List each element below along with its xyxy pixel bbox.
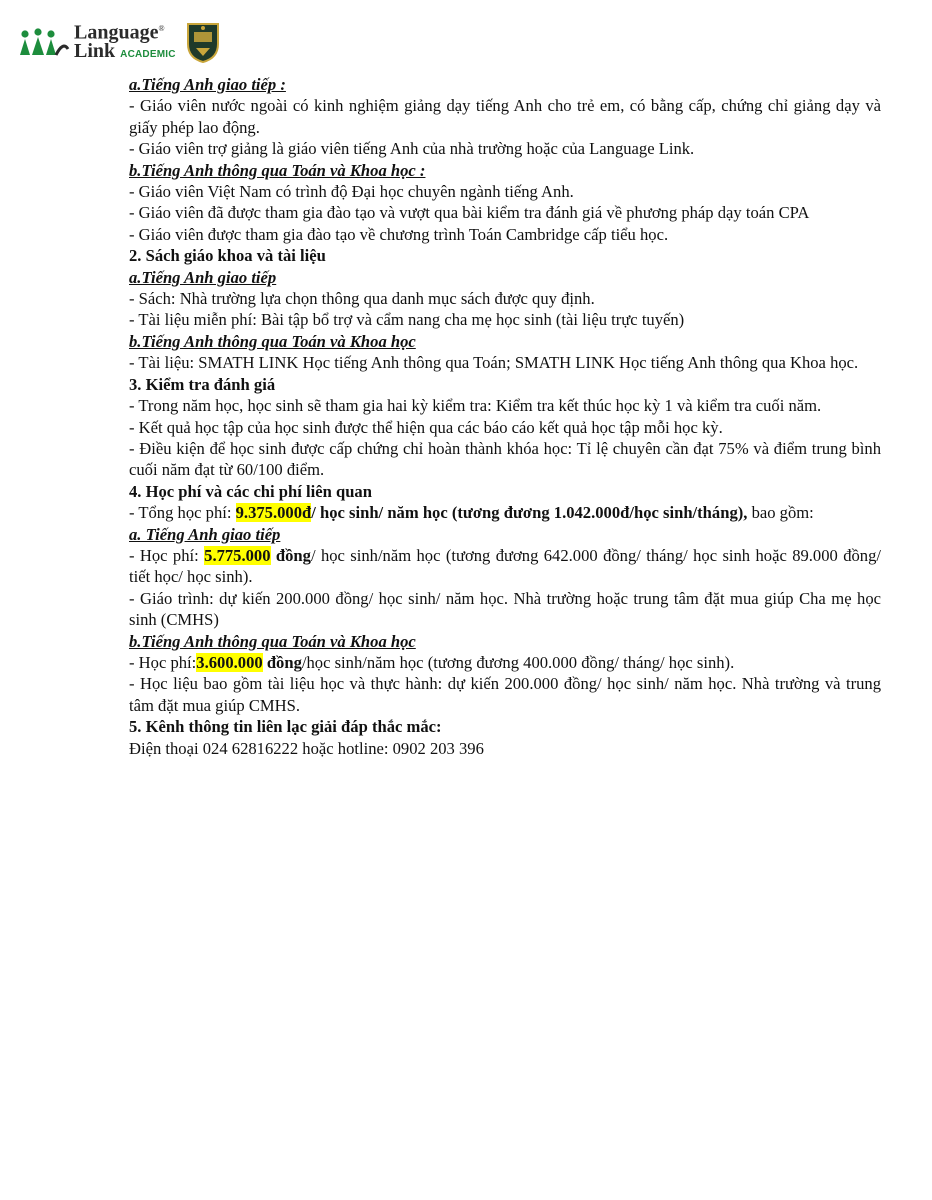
document-body <box>129 74 881 759</box>
paragraph: - Kết quả học tập của học sinh được thể hiện qua các báo cáo kết quả học tập mỗi học kỳ. <box>129 417 723 437</box>
header-logo <box>18 18 222 66</box>
paragraph: - Giáo trình: dự kiến 200.000 đồng/ học sinh/ năm học. Nhà trường hoặc trung tâm đặt mua giúp Cha mẹ học sinh (CMHS) <box>129 588 881 630</box>
fee-4a-paragraph: - Học phí: 5.775.000 đồng/ học sinh/năm học (tương đương 642.000 đồng/ tháng/ học sinh hoặc 89.000 đồng/ tiết học/ học sinh). <box>129 545 881 587</box>
paragraph: - Trong năm học, học sinh sẽ tham gia hai kỳ kiểm tra: Kiểm tra kết thúc học kỳ 1 và kiểm tra cuối năm. <box>129 396 822 416</box>
paragraph: - Giáo viên đã được tham gia đào tạo và vượt qua bài kiểm tra đánh giá về phương pháp dạy toán CPA <box>129 203 810 223</box>
total-fee-amount: 9.375.000đ <box>235 503 312 523</box>
paragraph: - Sách: Nhà trường lựa chọn thông qua danh mục sách được quy định. <box>129 289 595 309</box>
paragraph: - Giáo viên được tham gia đào tạo về chương trình Toán Cambridge cấp tiểu học. <box>129 224 669 244</box>
paragraph: - Điều kiện để học sinh được cấp chứng chỉ hoàn thành khóa học: Tỉ lệ chuyên cần đạt 75% và điểm trung bình cuối năm đạt từ 60/100 điểm. <box>129 438 881 480</box>
section-4-heading: 4. Học phí và các chi phí liên quan <box>129 481 372 501</box>
paragraph: - Học liệu bao gồm tài liệu học và thực hành: dự kiến 200.000 đồng/ học sinh/ năm học. Nhà trường và trung tâm đặt mua giúp CMHS. <box>129 674 881 715</box>
fee-4b-amount: 3.600.000 <box>196 652 263 672</box>
paragraph: - Giáo viên trợ giảng là giáo viên tiếng Anh của nhà trường hoặc của Language Link. <box>129 139 695 159</box>
section-1b-heading: b.Tiếng Anh thông qua Toán và Khoa học : <box>129 160 426 180</box>
section-3-heading: 3. Kiểm tra đánh giá <box>129 374 276 394</box>
brand-wordmark: Language® Link ACADEMIC <box>74 21 176 62</box>
section-4b-heading: b.Tiếng Anh thông qua Toán và Khoa học <box>129 631 416 651</box>
school-crest-icon <box>184 20 222 64</box>
section-1a-heading: a.Tiếng Anh giao tiếp : <box>129 75 286 94</box>
section-2b-heading: b.Tiếng Anh thông qua Toán và Khoa học <box>129 331 416 351</box>
section-5-heading: 5. Kênh thông tin liên lạc giải đáp thắc mắc: <box>129 717 442 737</box>
section-2a-heading: a.Tiếng Anh giao tiếp <box>129 267 277 287</box>
paragraph: - Giáo viên Việt Nam có trình độ Đại học chuyên ngành tiếng Anh. <box>129 182 574 202</box>
language-link-figures-icon <box>18 27 70 57</box>
contact-line: Điện thoại 024 62816222 hoặc hotline: 0902 203 396 <box>129 738 484 758</box>
paragraph: - Tài liệu: SMATH LINK Học tiếng Anh thông qua Toán; SMATH LINK Học tiếng Anh thông qua Khoa học. <box>129 353 859 373</box>
total-fee-paragraph: - Tổng học phí: 9.375.000đ/ học sinh/ năm học (tương đương 1.042.000đ/học sinh/tháng), bao gồm: <box>129 503 814 523</box>
section-2-heading: 2. Sách giáo khoa và tài liệu <box>129 246 326 266</box>
paragraph: - Tài liệu miễn phí: Bài tập bổ trợ và cẩm nang cha mẹ học sinh (tài liệu trực tuyến) <box>129 310 685 330</box>
paragraph: - Giáo viên nước ngoài có kinh nghiệm giảng dạy tiếng Anh cho trẻ em, có bằng cấp, chứng chỉ giảng dạy và giấy phép lao động. <box>129 96 881 137</box>
section-4a-heading: a. Tiếng Anh giao tiếp <box>129 524 281 544</box>
fee-4a-amount: 5.775.000 <box>204 545 271 565</box>
fee-4b-paragraph: - Học phí:3.600.000 đồng/học sinh/năm học (tương đương 400.000 đồng/ tháng/ học sinh). <box>129 652 735 672</box>
